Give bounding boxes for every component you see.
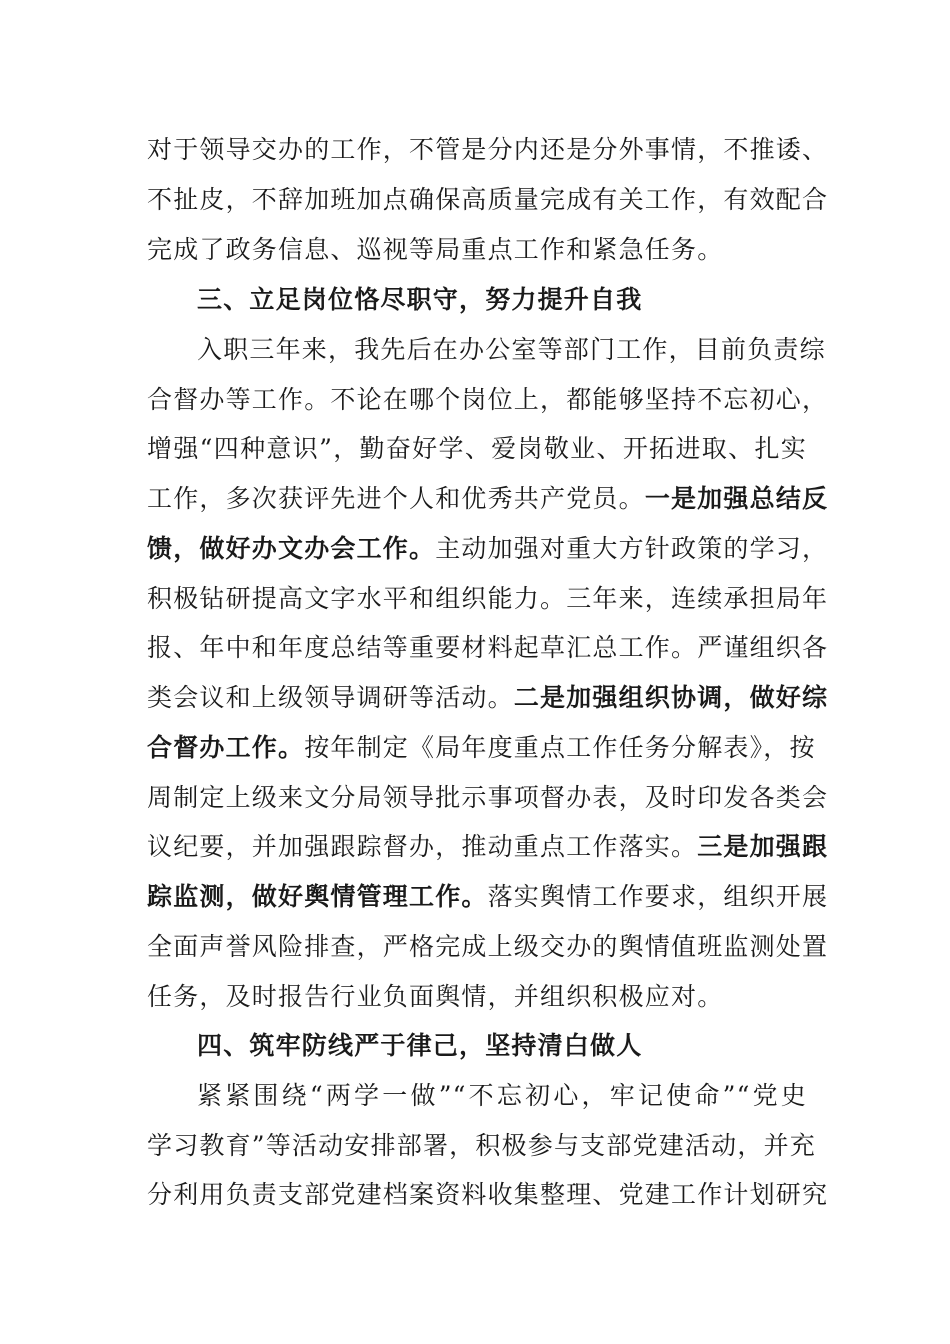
bold-text-run: 踪监测，做好舆情管理工作。 [147,882,488,911]
section-heading-3 [197,275,857,325]
text-run: 学习教育”等活动安排部署，积极参与支部党建活动，并充 [147,1131,816,1160]
heading-text: 四、筑牢防线严于律己，坚持清白做人 [197,1031,643,1060]
body-text-line [147,175,829,225]
text-run: 主动加强对重大方针政策的学习， [435,534,829,563]
text-run: 合督办等工作。不论在哪个岗位上，都能够坚持不忘初心， [147,385,829,414]
body-text-line [147,1170,829,1220]
bold-text-run: 合督办工作。 [147,733,305,762]
body-text-line [147,474,829,524]
text-run: 周制定上级来文分局领导批示事项督办表，及时印发各类会 [147,783,829,812]
bold-text-run: 馈，做好办文办会工作。 [147,534,436,563]
bold-text-run: 三是加强跟 [697,832,829,861]
text-run: 完成了政务信息、巡视等局重点工作和紧急任务。 [147,235,724,264]
paragraph-first-line [197,325,826,375]
body-text-line [147,822,829,872]
body-text-line [147,1121,816,1171]
body-text-line [147,723,816,773]
body-text-line [147,574,829,624]
text-run: 入职三年来，我先后在办公室等部门工作，目前负责综 [197,335,826,364]
bold-text-run: 一是加强总结反 [644,484,829,513]
body-text-line [147,972,807,1022]
body-text-line [147,375,829,425]
paragraph-first-line [197,1071,807,1121]
body-text-line [147,424,807,474]
text-run: 任务，及时报告行业负面舆情，并组织积极应对。 [147,982,724,1011]
bold-text-run: 二是加强组织协调，做好综 [513,683,829,712]
text-run: 议纪要，并加强跟踪督办，推动重点工作落实。 [147,832,698,861]
text-run: 紧紧围绕“两学一做”“不忘初心，牢记使命”“党史 [197,1081,807,1110]
text-run: 落实舆情工作要求，组织开展 [487,882,829,911]
body-text-line [147,773,829,823]
text-run: 全面声誉风险排查，严格完成上级交办的舆情值班监测处置 [147,932,829,961]
text-run: 按年制定《局年度重点工作任务分解表》，按 [304,733,816,762]
body-text-line [147,922,829,972]
body-text-line [147,872,829,922]
heading-text: 三、立足岗位恪尽职守，努力提升自我 [197,285,643,314]
text-run: 增强“四种意识”，勤奋好学、爱岗敬业、开拓进取、扎实 [147,434,807,463]
body-text-line [147,623,829,673]
text-run: 类会议和上级领导调研等活动。 [147,683,514,712]
body-text-line [147,524,829,574]
text-run: 不扯皮，不辞加班加点确保高质量完成有关工作，有效配合 [147,185,829,214]
text-run: 积极钻研提高文字水平和组织能力。三年来，连续承担局年 [147,584,829,613]
text-run: 工作，多次获评先进个人和优秀共产党员。 [147,484,645,513]
section-heading-4 [197,1021,857,1071]
body-text-line [147,225,807,275]
text-run: 对于领导交办的工作，不管是分内还是分外事情，不推诿、 [147,135,829,164]
body-text-line [147,673,829,723]
body-text-line [147,125,829,175]
text-run: 分利用负责支部党建档案资料收集整理、党建工作计划研究 [147,1180,829,1209]
text-run: 报、年中和年度总结等重要材料起草汇总工作。严谨组织各 [147,633,829,662]
